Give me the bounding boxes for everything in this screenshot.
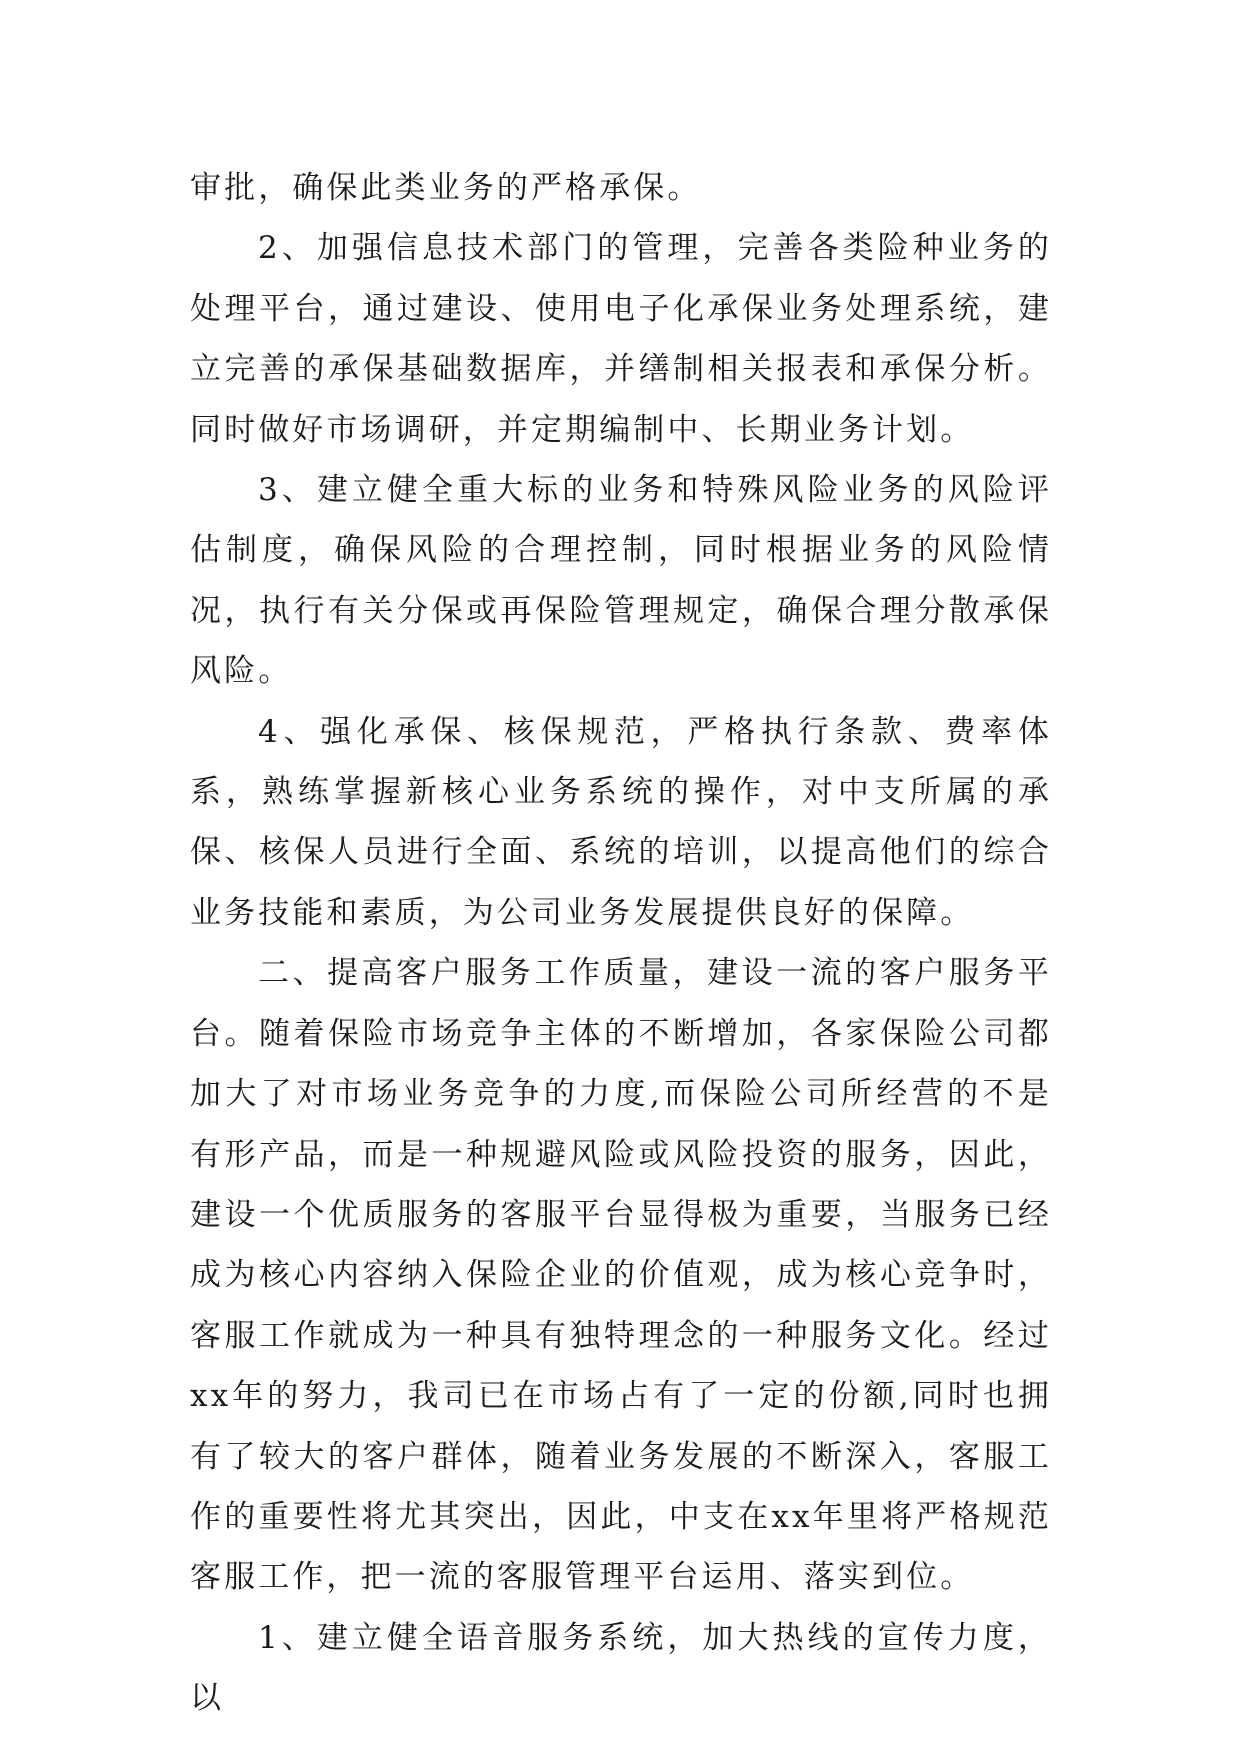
paragraph-item-1: 1、建立健全语音服务系统，加大热线的宣传力度，以 xyxy=(190,1619,1052,1717)
paragraph-continuation: 审批，确保此类业务的严格承保。 xyxy=(190,170,702,206)
paragraph-item-4: 4、强化承保、核保规范，严格执行条款、费率体系，熟练掌握新核心业务系统的操作，对中支所属的承保、核保人员进行全面、系统的培训，以提高他们的综合业务技能和素质，为公司业务发展提供良好的保障。 xyxy=(190,713,1052,931)
paragraph-item-2: 2、加强信息技术部门的管理，完善各类险种业务的处理平台，通过建设、使用电子化承保业务处理系统，建立完善的承保基础数据库，并缮制相关报表和承保分析。同时做好市场调研，并定期编制中、长期业务计划。 xyxy=(190,230,1052,448)
document-body xyxy=(190,158,1052,1729)
paragraph-section-2: 二、提高客户服务工作质量，建设一流的客户服务平台。随着保险市场竞争主体的不断增加，各家保险公司都加大了对市场业务竞争的力度,而保险公司所经营的不是有形产品，而是一种规避风险或风险投资的服务，因此，建设一个优质服务的客服平台显得极为重要，当服务已经成为核心内容纳入保险企业的价值观，成为核心竞争时，客服工作就成为一种具有独特理念的一种服务文化。经过xx年的努力，我司已在市场占有了一定的份额,同时也拥有了较大的客户群体，随着业务发展的不断深入，客服工作的重要性将尤其突出，因此，中支在xx年里将严格规范客服工作，把一流的客服管理平台运用、落实到位。 xyxy=(190,955,1052,1596)
paragraph-item-3: 3、建立健全重大标的业务和特殊风险业务的风险评估制度，确保风险的合理控制，同时根据业务的风险情况，执行有关分保或再保险管理规定，确保合理分散承保风险。 xyxy=(190,472,1052,690)
